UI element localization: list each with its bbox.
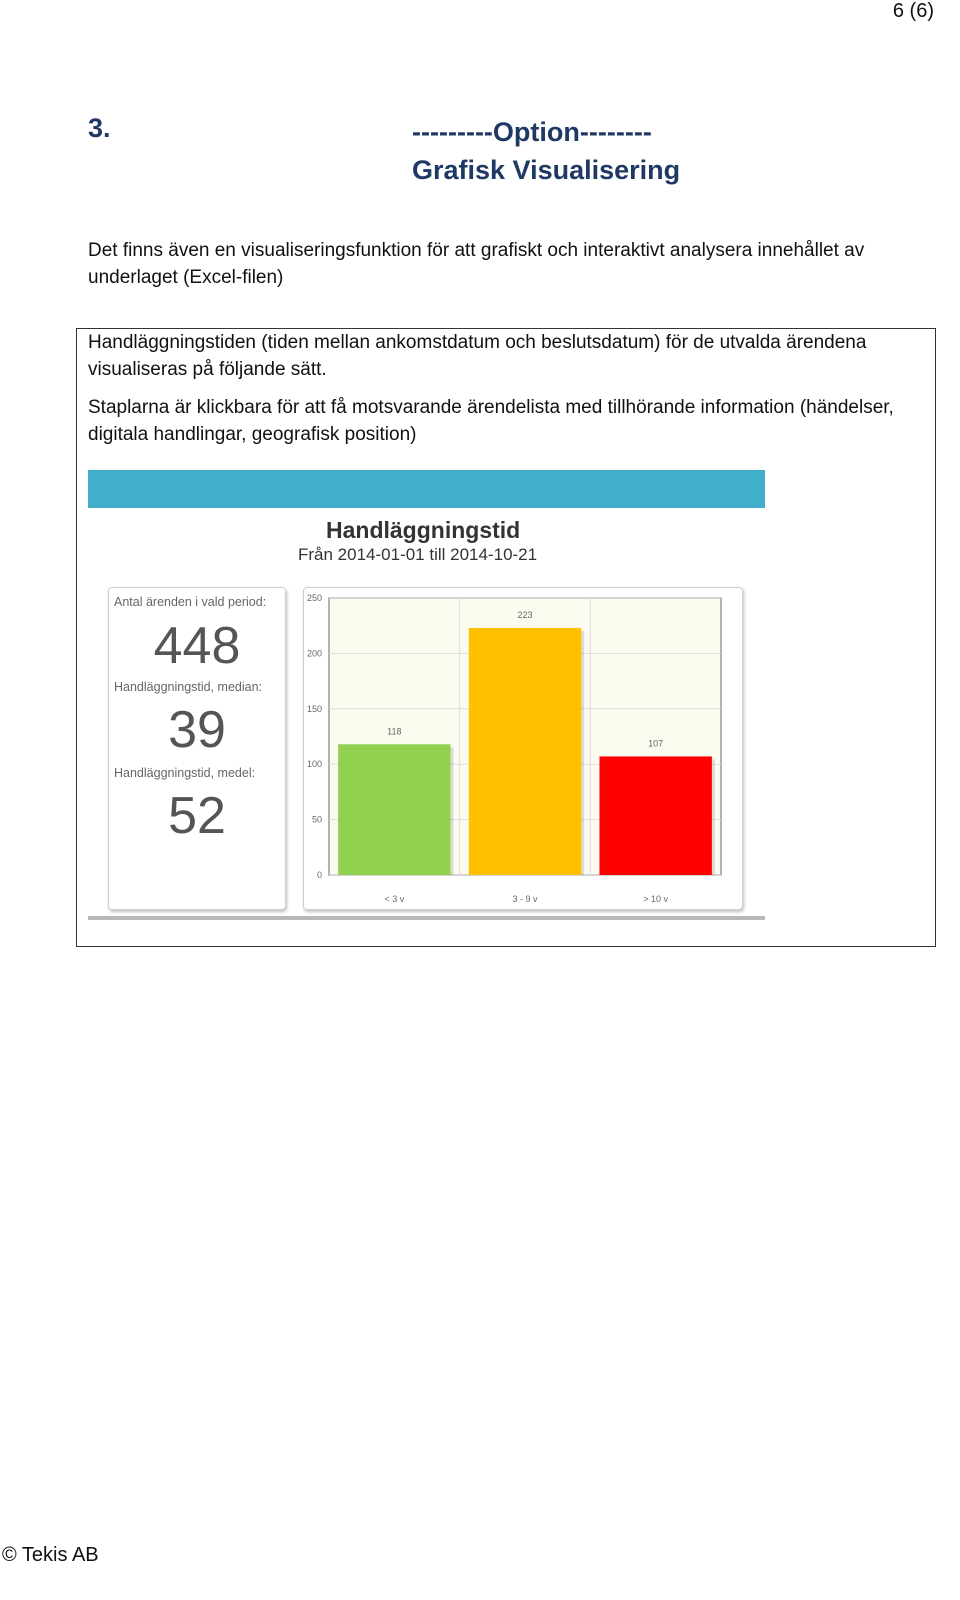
stat-label-mean: Handläggningstid, medel:	[114, 766, 256, 780]
bar-chart	[304, 588, 742, 909]
chart-subtitle: Från 2014-01-01 till 2014-10-21	[298, 545, 538, 564]
section-heading	[412, 113, 680, 189]
stat-label-median: Handläggningstid, median:	[114, 680, 263, 694]
visualization-screenshot	[88, 470, 765, 922]
bar-1	[338, 744, 450, 875]
y-tick-label: 250	[306, 593, 322, 603]
x-tick-label: 3 - 9 v	[512, 894, 538, 904]
y-tick-label: 50	[311, 814, 322, 825]
footer-copyright: © Tekis AB	[2, 1544, 99, 1566]
y-tick-label: 150	[306, 703, 322, 714]
bar-chart-frame	[303, 587, 743, 910]
stat-value-count: 448	[153, 617, 241, 675]
stat-value-mean: 52	[168, 787, 226, 845]
data-label: 223	[517, 609, 533, 620]
chart-title: Handläggningstid	[326, 517, 521, 543]
paragraph-staplar: Staplarna är klickbara för att få motsvarande ärendelista med tillhörande information (händelser, digitala handlingar, geografisk position)	[88, 397, 894, 445]
screenshot-bottom-line	[88, 916, 765, 920]
x-tick-label: > 10 v	[643, 894, 669, 904]
section-number: 3.	[88, 113, 111, 143]
bar-2	[469, 628, 581, 875]
bar-3	[599, 756, 711, 875]
option-line: ---------Option--------	[412, 117, 652, 147]
data-label: 107	[648, 738, 664, 749]
y-tick-label: 0	[316, 870, 322, 880]
stats-panel	[108, 587, 286, 910]
section-title: Grafisk Visualisering	[412, 155, 681, 185]
data-label: 118	[387, 726, 402, 737]
app-header-bar	[88, 470, 765, 508]
x-tick-label: < 3 v	[384, 894, 405, 904]
page-number: 6 (6)	[892, 0, 934, 22]
intro-text: Det finns även en visualiseringsfunktion för att grafiskt och interaktivt analysera innehållet av underlaget (Excel-filen)	[88, 240, 865, 288]
paragraph-handlaggningstid: Handläggningstiden (tiden mellan ankomstdatum och beslutsdatum) för de utvalda ärendena visualiseras på följande sätt.	[88, 332, 867, 380]
y-tick-label: 100	[306, 759, 322, 770]
y-tick-label: 200	[306, 648, 322, 659]
stat-label-count: Antal ärenden i vald period:	[114, 595, 267, 609]
stat-value-median: 39	[168, 701, 226, 759]
